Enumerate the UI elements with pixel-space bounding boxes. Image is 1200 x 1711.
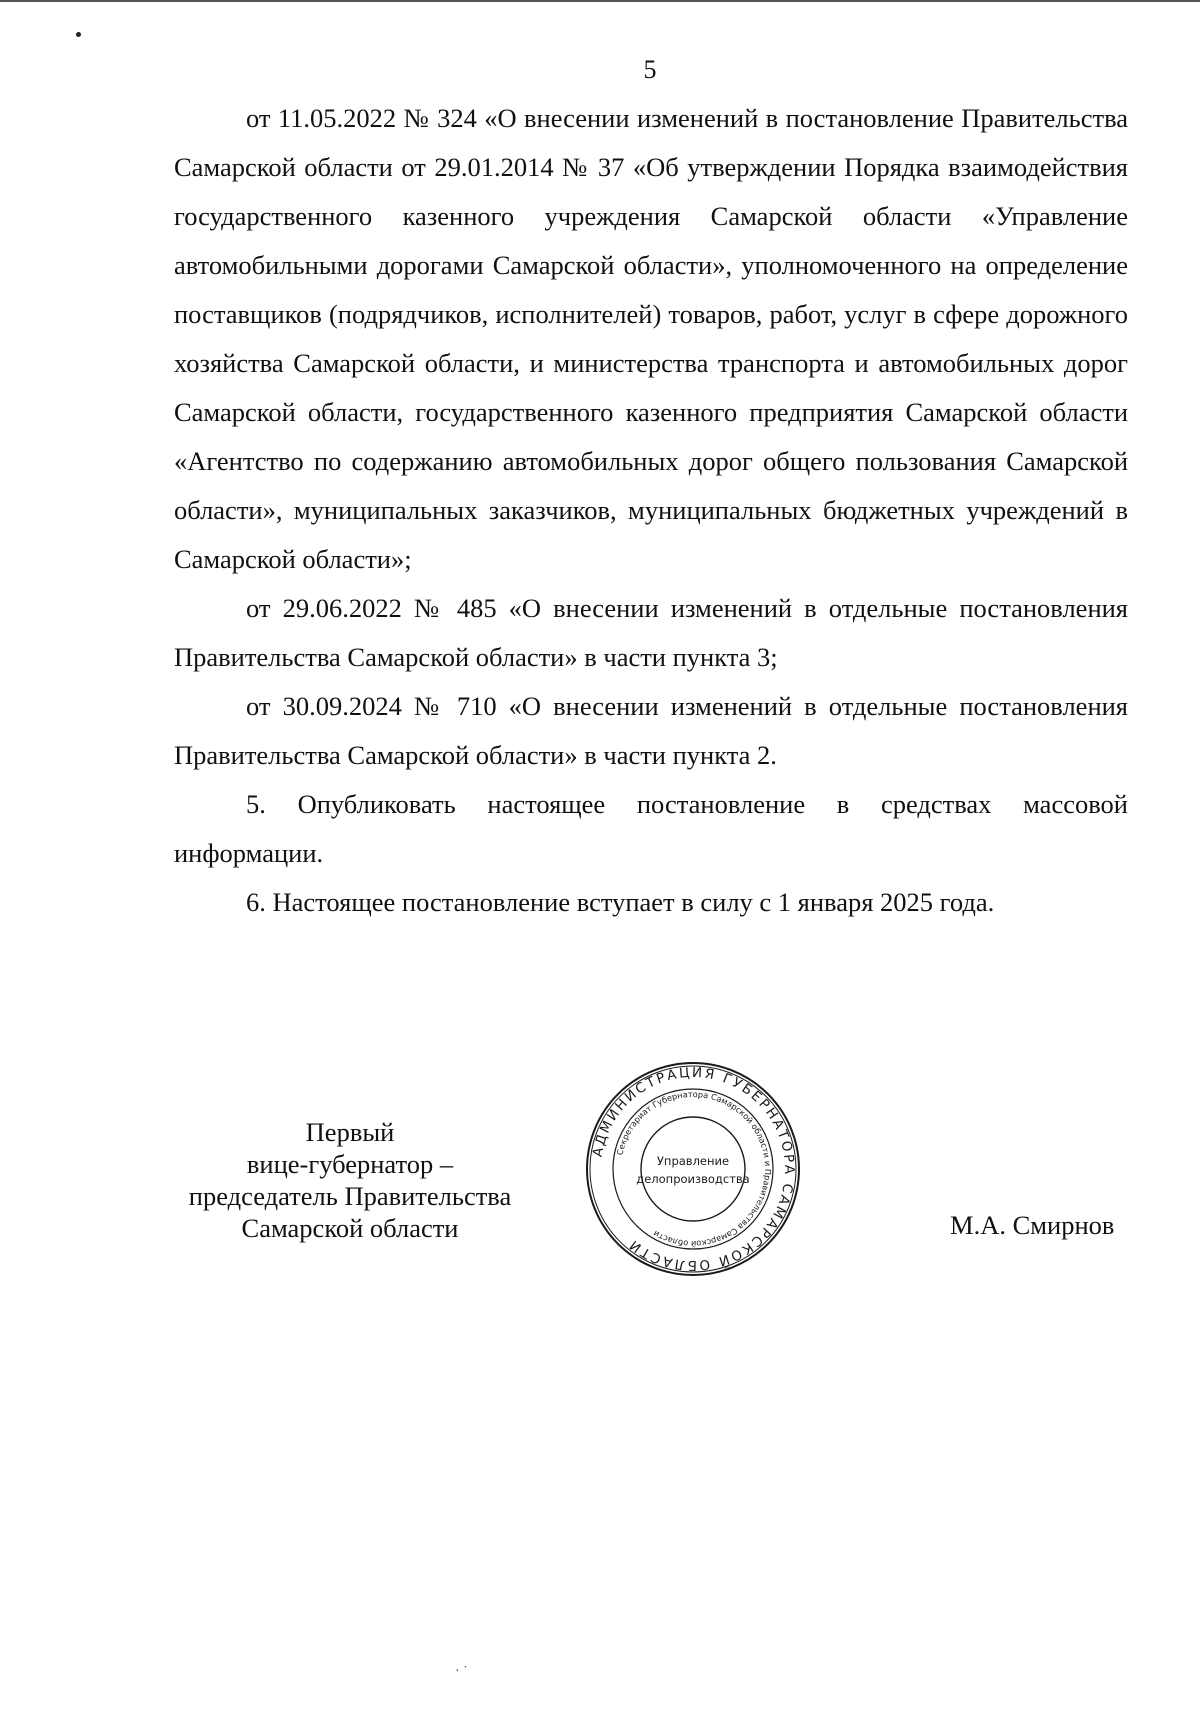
paragraph-decree-324: от 11.05.2022 № 324 «О внесении изменений в постановление Правительства Самарской области от 29.01.2014 № 37 «Об утверждении Порядка взаимодействия государственного казенного учреждения Самарской области «Управление автомобильными дорогами Самарской области», уполномоченного на определение поставщиков (подрядчиков, исполнителей) товаров, работ, услуг в сфере дорожного хозяйства Самарской области, и министерства транспорта и автомобильных дорог Самарской области, государственного казенного предприятия Самарской области «Агентство по содержанию автомобильных дорог общего пользования Самарской области», муниципальных заказчиков, муниципальных бюджетных учреждений в Самарской области»; [174,103,1128,574]
stamp-inner-text: Секретариат Губернатора Самарской области и Правительства Самарской области [614,1088,774,1250]
stamp-center-line-2: делопроизводства [636,1172,750,1186]
page-number: 5 [643,55,657,84]
scan-speck [76,32,81,37]
position-line: председатель Правительства [188,1181,512,1211]
signer-name: М.А. Смирнов [950,1210,1115,1240]
stamp-outer-text: АДМИНИСТРАЦИЯ ГУБЕРНАТОРА САМАРСКОЙ ОБЛАСТИ [589,1064,798,1274]
svg-text:Секретариат Губернатора Самарс [614,1089,773,1249]
paragraph-item-6: 6. Настоящее постановление вступает в силу с 1 января 2025 года. [246,887,995,917]
scan-edge-line [0,0,1200,2]
position-line: вице-губернатор – [246,1149,454,1179]
paragraph-decree-485: от 29.06.2022 № 485 «О внесении изменений в отдельные постановления Правительства Самарской области» в части пункта 3; [174,593,1128,672]
position-line: Первый [305,1117,395,1147]
position-line: Самарской области [241,1213,459,1243]
paragraph-decree-710: от 30.09.2024 № 710 «О внесении изменений в отдельные постановления Правительства Самарской области» в части пункта 2. [174,691,1128,770]
official-stamp-icon [582,1058,804,1280]
signatory-position [168,1116,532,1244]
scan-artifact: · ˙ [455,1664,468,1679]
paragraph-item-5: 5. Опубликовать настоящее постановление в средствах массовой информации. [174,789,1128,868]
stamp-center-line-1: Управление [656,1154,730,1168]
document-body [174,94,1128,927]
